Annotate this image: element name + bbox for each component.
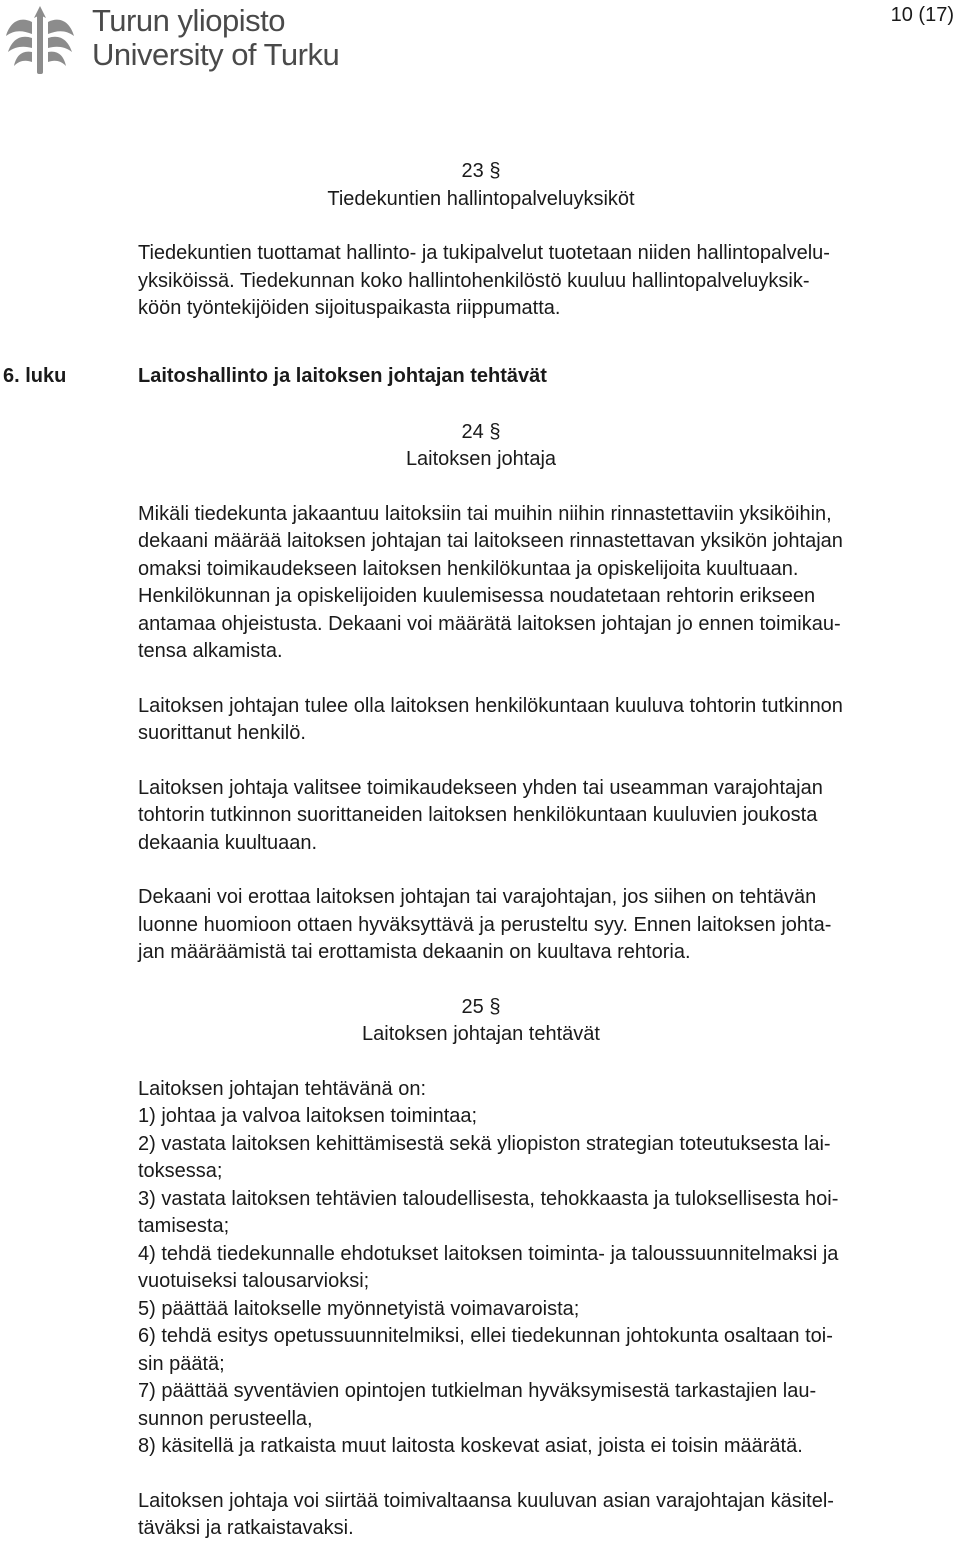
- text-line: köön työntekijöiden sijoituspaikasta riippumatta.: [138, 297, 561, 319]
- university-logo-icon: [2, 2, 78, 78]
- text-line: Henkilökunnan ja opiskelijoiden kuulemisessa noudatetaan rehtorin erikseen: [138, 585, 816, 607]
- section-number: 24 §: [461, 420, 501, 443]
- list-item: 8) käsitellä ja ratkaista muut laitosta koskevat asiat, joista ei toisin määrätä.: [138, 1435, 803, 1457]
- list-item: 7) päättää syventävien opintojen tutkielman hyväksymisestä tarkastajien lau-: [138, 1380, 817, 1402]
- page-header: [0, 0, 960, 90]
- text-line: tohtorin tutkinnon suorittaneiden laitoksen henkilökuntaan kuuluvien joukosta: [138, 804, 818, 826]
- list-item: 2) vastata laitoksen kehittämisestä sekä yliopiston strategian toteutuksesta lai-: [138, 1132, 831, 1155]
- list-item: tamisesta;: [138, 1215, 230, 1237]
- list-item: 1) johtaa ja valvoa laitoksen toimintaa;: [138, 1105, 478, 1127]
- university-name: [92, 4, 339, 72]
- page-number: 10 (17): [890, 4, 954, 26]
- section-title: Tiedekuntien hallintopalveluyksiköt: [327, 187, 635, 210]
- paragraph: [138, 775, 958, 858]
- list-item: 6) tehdä esitys opetussuunnitelmiksi, ellei tiedekunnan johtokunta osaltaan toi-: [138, 1325, 833, 1347]
- text-line: Dekaani voi erottaa laitoksen johtajan tai varajohtajan, jos siihen on tehtävän: [138, 886, 817, 908]
- text-line: jan määräämistä tai erottamista dekaanin on kuultava rehtoria.: [138, 941, 691, 963]
- section-24-heading: [138, 419, 824, 474]
- chapter-number: 6. luku: [3, 364, 67, 387]
- section-number: 23 §: [461, 160, 501, 182]
- section-title: Laitoksen johtajan tehtävät: [362, 1023, 600, 1045]
- section-number: 25 §: [461, 995, 501, 1018]
- chapter-title: Laitoshallinto ja laitoksen johtajan tehtävät: [138, 364, 547, 387]
- university-name-fi: Turun yliopisto: [92, 3, 285, 38]
- paragraph: [138, 501, 958, 666]
- text-line: antamaa ohjeistusta. Dekaani voi määrätä laitoksen johtajan jo ennen toimikau-: [138, 612, 841, 635]
- paragraph: [138, 693, 958, 748]
- section-25-heading: [138, 994, 824, 1049]
- text-line: yksiköissä. Tiedekunnan koko hallintohenkilöstö kuuluu hallintopalveluyksik-: [138, 269, 810, 292]
- text-line: Mikäli tiedekunta jakaantuu laitoksiin tai muihin niihin rinnastettaviin yksiköihin,: [138, 502, 832, 525]
- list-item: sunnon perusteella,: [138, 1407, 313, 1430]
- list-item: 3) vastata laitoksen tehtävien taloudellisesta, tehokkaasta ja tuloksellisesta hoi-: [138, 1187, 839, 1210]
- chapter-heading: [3, 363, 958, 391]
- list-item: sin päätä;: [138, 1352, 225, 1375]
- list-item: toksessa;: [138, 1160, 223, 1182]
- list-item: 4) tehdä tiedekunnalle ehdotukset laitoksen toiminta- ja taloussuunnitelmaksi ja: [138, 1242, 839, 1265]
- section-title: Laitoksen johtaja: [405, 448, 557, 470]
- text-line: tensa alkamista.: [138, 640, 283, 662]
- list-item: vuotuiseksi talousarvioksi;: [138, 1270, 370, 1292]
- text-line: omaksi toimikaudekseen laitoksen henkilökuntaa ja opiskelijoita kuultuaan.: [138, 557, 799, 580]
- document-body: [3, 158, 958, 1543]
- paragraph: [138, 884, 958, 967]
- text-line: Laitoksen johtaja valitsee toimikaudekseen yhden tai useamman varajohtajan: [138, 776, 823, 799]
- text-line: Laitoksen johtajan tulee olla laitoksen henkilökuntaan kuuluva tohtorin tutkinnon: [138, 694, 843, 717]
- text-line: dekaani määrää laitoksen johtajan tai laitokseen rinnastettavan yksikön johtajan: [138, 530, 843, 552]
- text-line: suorittanut henkilö.: [138, 722, 306, 744]
- paragraph: [138, 1488, 958, 1543]
- text-line: luonne huomioon ottaen hyväksyttävä ja perusteltu syy. Ennen laitoksen johta-: [138, 913, 832, 936]
- list-intro: Laitoksen johtajan tehtävänä on:: [138, 1077, 426, 1100]
- paragraph: [138, 240, 958, 323]
- text-line: täväksi ja ratkaistavaksi.: [138, 1517, 354, 1539]
- text-line: Tiedekuntien tuottamat hallinto- ja tukipalvelut tuotetaan niiden hallintopalvelu-: [138, 242, 830, 264]
- list-item: 5) päättää laitokselle myönnetyistä voimavaroista;: [138, 1297, 580, 1320]
- text-line: Laitoksen johtaja voi siirtää toimivaltaansa kuuluvan asian varajohtajan käsitel-: [138, 1489, 834, 1512]
- task-list: [138, 1076, 958, 1461]
- text-line: dekaania kuultuaan.: [138, 831, 318, 854]
- university-name-en: University of Turku: [92, 37, 340, 72]
- section-23-heading: [138, 158, 824, 213]
